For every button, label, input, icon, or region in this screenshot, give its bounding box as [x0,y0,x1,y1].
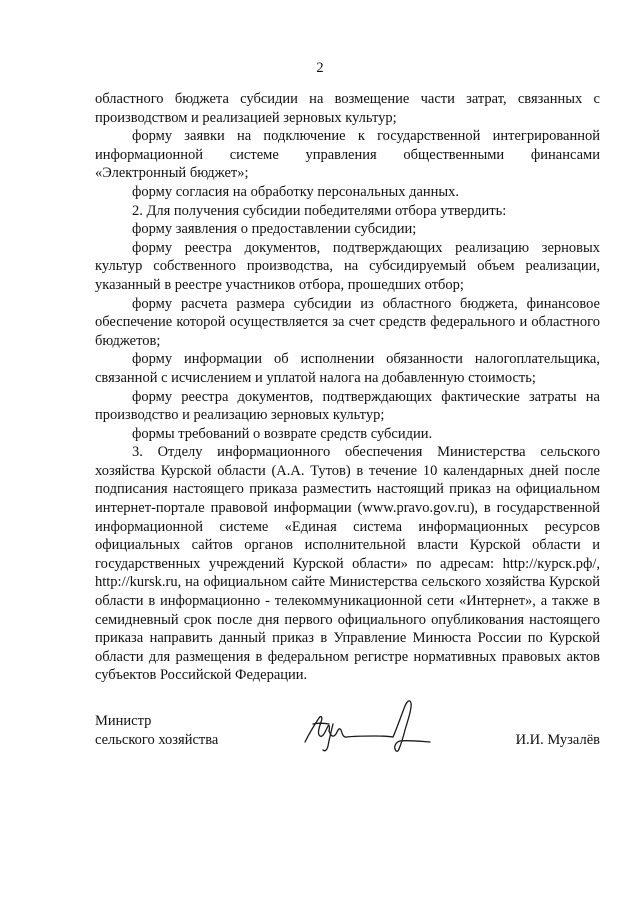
signature-block [95,712,600,772]
page-number: 2 [316,60,324,76]
paragraph: областного бюджета субсидии на возмещение части затрат, связанных с производством и реализацией зерновых культур; [95,91,600,126]
paragraph: форму реестра документов, подтверждающих фактические затраты на производство и реализацию зерновых культур; [95,388,600,424]
signatory-title-line: сельского хозяйства [95,732,219,748]
paragraph: форму заявления о предоставлении субсидии; [132,221,417,238]
paragraph: форму заявки на подключение к государственной интегрированной информационной системе управления общественными финансами «Электронный бюджет»; [95,128,600,182]
paragraph: формы требований о возврате средств субсидии. [132,425,433,442]
document-body [95,90,600,685]
paragraph: форму расчета размера субсидии из областного бюджета, финансовое обеспечение которой осуществляется за счет средств федерального и областного бюджетов; [95,295,600,349]
paragraph: форму согласия на обработку персональных данных. [132,183,460,200]
paragraph: 3. Отделу информационного обеспечения Министерства сельского хозяйства Курской области (А.А. Тутов) в течение 10 календарных дней после подписания настоящего приказа разместить настоящий приказ на официальном интернет-портале правовой информации (www.pravo.gov.ru), в государственной информационной системе «Единая система информационных ресурсов официальных сайтов органов исполнительной власти Курской области и государственных учреждений Курской области» по адресам: http://курск.рф/, http://kursk.ru, на официальном сайте Министерства сельского хозяйства Курской области в информационно - телекоммуникационной сети «Интернет», а также в семидневный срок после дня первого официального опубликования настоящего приказа направить данный приказ в Управление Минюста России по Курской области для размещения в федеральном регистре нормативных правовых актов субъектов Российской Федерации. [95,444,600,684]
signatory-title-line: Министр [95,713,152,729]
paragraph: 2. Для получения субсидии победителями отбора утвердить: [132,202,507,219]
signatory-title [95,712,218,750]
signatory-name: И.И. Музалёв [515,732,600,748]
paragraph: форму информации об исполнении обязанности налогоплательщика, связанной с исчислением и уплатой налога на добавленную стоимость; [95,351,600,386]
handwritten-signature-image [295,694,445,762]
paragraph: форму реестра документов, подтверждающих реализацию зерновых культур собственного производства, на субсидируемый объем реализации, указанный в реестре участников отбора, прошедших отбор; [95,239,600,293]
